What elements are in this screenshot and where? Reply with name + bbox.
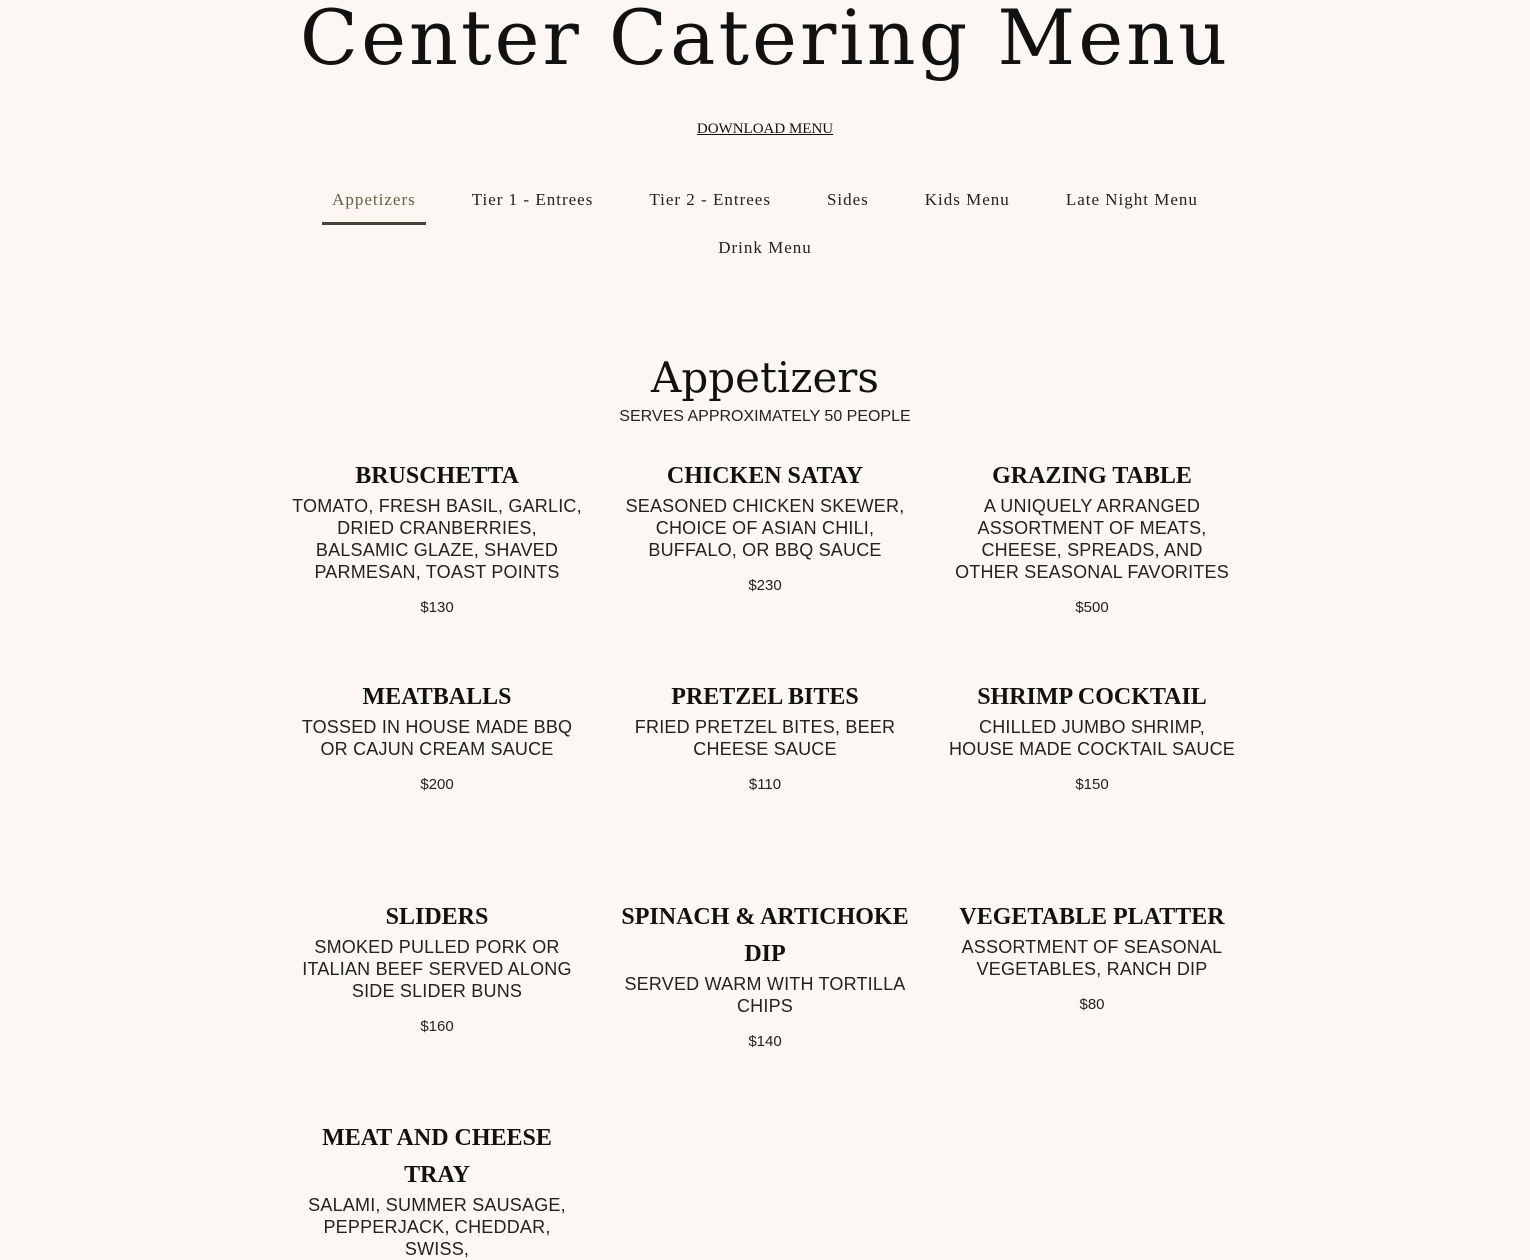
item-price: $80 <box>1079 996 1105 1013</box>
download-menu-link[interactable]: DOWNLOAD MENU <box>696 121 834 137</box>
item-name: SHRIMP COCKTAIL <box>977 684 1207 710</box>
tab-appetizers[interactable]: Appetizers <box>322 186 426 225</box>
item-price: $160 <box>420 1018 454 1035</box>
menu-item-spinach-artichoke-dip <box>620 899 910 1052</box>
page-title: Center Catering Menu <box>299 0 1231 82</box>
item-name: SLIDERS <box>385 904 489 930</box>
item-price: $140 <box>748 1033 782 1050</box>
item-description: SERVED WARM WITH TORTILLA CHIPS <box>624 974 906 1016</box>
item-name: CHICKEN SATAY <box>666 463 864 489</box>
item-description: SALAMI, SUMMER SAUSAGE, PEPPERJACK, CHEDDAR, SWISS, <box>308 1195 566 1259</box>
item-name: MEATBALLS <box>362 684 512 710</box>
tab-sides[interactable]: Sides <box>826 190 869 209</box>
menu-item-grazing-table <box>947 458 1237 618</box>
item-name: GRAZING TABLE <box>992 463 1192 489</box>
tab-tier-2-entrees[interactable]: Tier 2 - Entrees <box>649 190 771 209</box>
menu-tabs <box>0 186 1530 225</box>
item-description: FRIED PRETZEL BITES, BEER CHEESE SAUCE <box>634 717 896 759</box>
menu-item-bruschetta <box>292 458 582 618</box>
item-description: SEASONED CHICKEN SKEWER, CHOICE OF ASIAN CHILI, BUFFALO, OR BBQ SAUCE <box>625 496 905 560</box>
item-name: BRUSCHETTA <box>355 463 519 489</box>
item-price: $230 <box>748 577 782 594</box>
item-description: TOMATO, FRESH BASIL, GARLIC, DRIED CRANBERRIES, BALSAMIC GLAZE, SHAVED PARMESAN, TOAST POINTS <box>292 496 582 582</box>
tab-late-night-menu[interactable]: Late Night Menu <box>1065 190 1198 209</box>
item-description: ASSORTMENT OF SEASONAL VEGETABLES, RANCH DIP <box>961 937 1223 979</box>
download-menu-container <box>0 119 1530 139</box>
item-description: TOSSED IN HOUSE MADE BBQ OR CAJUN CREAM SAUCE <box>301 717 573 759</box>
item-description: CHILLED JUMBO SHRIMP, HOUSE MADE COCKTAIL SAUCE <box>948 717 1236 759</box>
menu-item-chicken-satay <box>620 458 910 596</box>
item-description: A UNIQUELY ARRANGED ASSORTMENT OF MEATS, CHEESE, SPREADS, AND OTHER SEASONAL FAVORITES <box>955 496 1229 582</box>
item-name: SPINACH & ARTICHOKE DIP <box>621 904 909 967</box>
menu-item-pretzel-bites <box>620 679 910 795</box>
menu-item-sliders <box>292 899 582 1037</box>
item-price: $110 <box>748 776 782 793</box>
menu-item-meat-and-cheese-tray <box>292 1120 582 1260</box>
item-name: VEGETABLE PLATTER <box>959 904 1225 930</box>
section-title: Appetizers <box>651 353 879 402</box>
menu-item-meatballs <box>292 679 582 795</box>
tab-tier-1-entrees[interactable]: Tier 1 - Entrees <box>471 190 594 209</box>
menu-item-shrimp-cocktail <box>947 679 1237 795</box>
item-price: $130 <box>420 599 454 616</box>
item-price: $500 <box>1075 599 1109 616</box>
tab-drink-menu[interactable]: Drink Menu <box>718 238 812 257</box>
menu-item-vegetable-platter <box>947 899 1237 1015</box>
section-subtitle: SERVES APPROXIMATELY 50 PEOPLE <box>619 408 911 425</box>
item-price: $200 <box>420 776 454 793</box>
item-price: $150 <box>1075 776 1109 793</box>
item-name: PRETZEL BITES <box>671 684 859 710</box>
item-description: SMOKED PULLED PORK OR ITALIAN BEEF SERVED ALONG SIDE SLIDER BUNS <box>302 937 572 1001</box>
item-name: MEAT AND CHEESE TRAY <box>322 1125 552 1188</box>
menu-tabs-row-2 <box>0 234 1530 273</box>
tab-kids-menu[interactable]: Kids Menu <box>924 190 1010 209</box>
